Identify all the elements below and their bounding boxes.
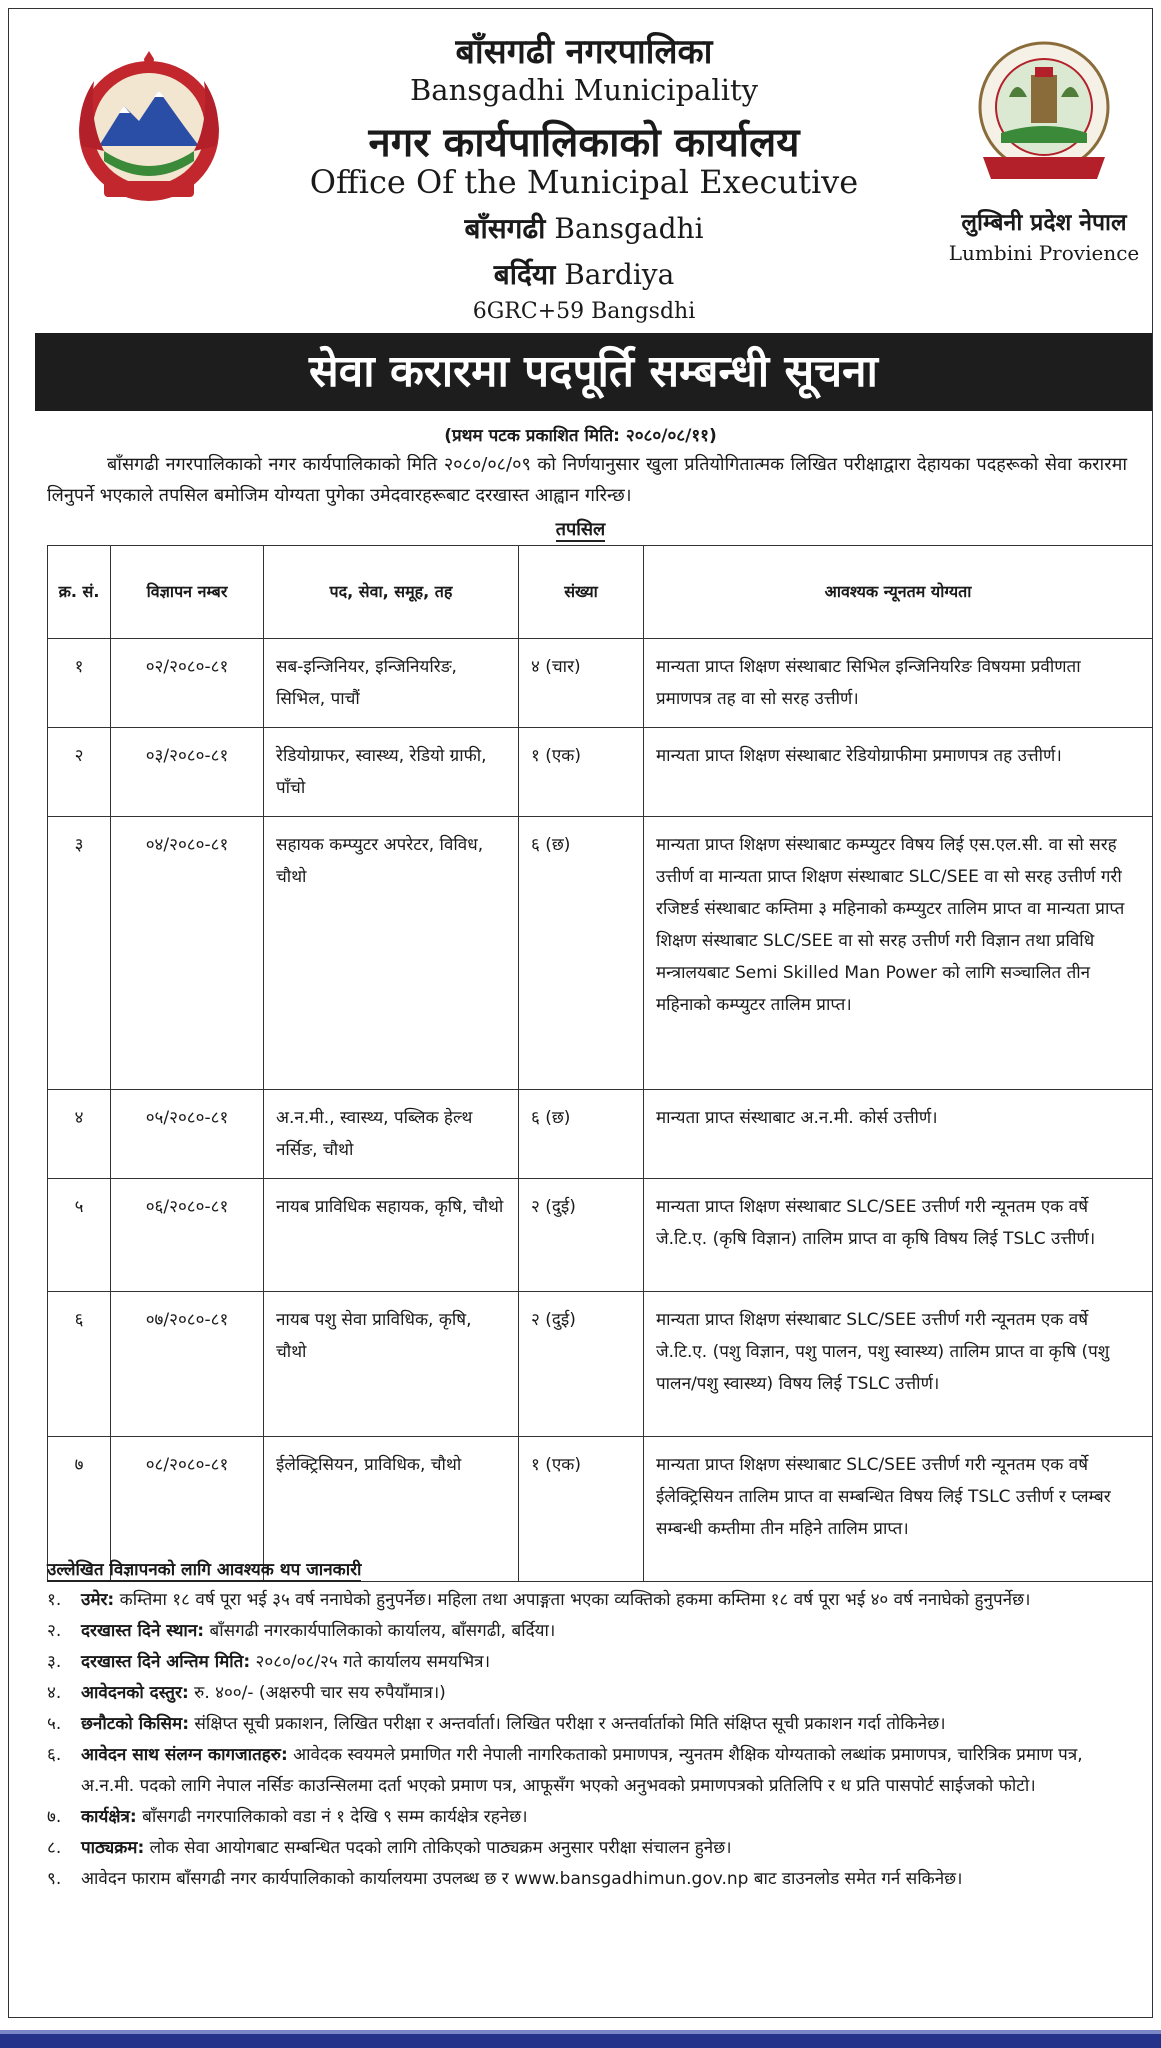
header-sn: क्र. सं. — [48, 546, 111, 639]
cell-qualification: मान्यता प्राप्त शिक्षण संस्थाबाट SLC/SEE उत्तीर्ण गरी न्यूनतम एक वर्षे ईलेक्ट्रिसियन तालिम प्राप्त वा सम्बन्धित विषय लिई TSLC उत्तीर्ण र प्लम्बर सम्बन्धी कम्तीमा तीन महिने तालिम प्राप्त। — [644, 1437, 1153, 1582]
list-item — [47, 1709, 1137, 1740]
note-number: ४. — [47, 1683, 62, 1703]
cell-qualification: मान्यता प्राप्त शिक्षण संस्थाबाट सिभिल इन्जिनियरिङ विषयमा प्रवीणता प्रमाणपत्र तह वा सो सरह उत्तीर्ण। — [644, 639, 1153, 728]
place-line — [239, 209, 929, 247]
note-number: ३. — [47, 1652, 62, 1672]
note-text: आवेदन फाराम बाँसगढी नगर कार्यपालिकाको कार्यालयमा उपलब्ध छ र www.bansgadhimun.gov.np बाट डाउनलोड समेत गर्न सकिनेछ। — [81, 1869, 963, 1889]
note-text: लोक सेवा आयोगबाट सम्बन्धित पदको लागि तोकिएको पाठ्यक्रम अनुसार परीक्षा संचालन हुनेछ। — [144, 1838, 732, 1858]
cell-sn: ७ — [48, 1437, 111, 1582]
province-en: Lumbini Provience — [948, 241, 1140, 265]
list-item — [47, 1802, 1137, 1833]
note-label: उमेर: — [81, 1590, 115, 1610]
district-en: Bardiya — [564, 258, 675, 291]
cell-post: सब-इन्जिनियर, इन्जिनियरिङ, सिभिल, पाचौं — [264, 639, 519, 728]
note-number: ५. — [47, 1714, 62, 1734]
table-row — [48, 1292, 1153, 1437]
cell-ad-no: ०३/२०८०-८१ — [111, 728, 264, 817]
note-label: छनौटको किसिम: — [81, 1714, 190, 1734]
footer-bar — [0, 2030, 1161, 2048]
cell-post: अ.न.मी., स्वास्थ्य, पब्लिक हेल्थ नर्सिङ, चौथो — [264, 1090, 519, 1179]
cell-count: ६ (छ) — [519, 1090, 644, 1179]
district-line — [239, 255, 929, 293]
list-item — [47, 1647, 1137, 1678]
cell-post: नायब पशु सेवा प्राविधिक, कृषि, चौथो — [264, 1292, 519, 1437]
province-np: लुम्बिनी प्रदेश नेपाल — [961, 210, 1127, 236]
cell-ad-no: ०५/२०८०-८१ — [111, 1090, 264, 1179]
note-label: दरखास्त दिने स्थान: — [81, 1621, 205, 1641]
cell-sn: २ — [48, 728, 111, 817]
cell-sn: ३ — [48, 817, 111, 1090]
notes-title: उल्लेखित विज्ञापनको लागि आवश्यक थप जानकारी — [47, 1557, 361, 1582]
table-header-row — [48, 546, 1153, 639]
cell-count: ६ (छ) — [519, 817, 644, 1090]
cell-qualification: मान्यता प्राप्त संस्थाबाट अ.न.मी. कोर्स उत्तीर्ण। — [644, 1090, 1153, 1179]
office-name-np: नगर कार्यपालिकाको कार्यालय — [368, 120, 800, 166]
note-text: आवेदक स्वयमले प्रमाणित गरी नेपाली नागरिकताको प्रमाणपत्र, न्युनतम शैक्षिक योग्यताको लब्धांक प्रमाणपत्र, चारित्रिक प्रमाण पत्र, अ.न.मी. पदको लागि नेपाल नर्सिङ काउन्सिलमा दर्ता भएको प्रमाण पत्र, आफूसँग भएको अनुभवको प्रमाणपत्रको प्रतिलिपि र ध प्रति पासपोर्ट साईजको फोटो। — [81, 1745, 1083, 1796]
cell-sn: ५ — [48, 1179, 111, 1292]
cell-post: ईलेक्ट्रिसियन, प्राविधिक, चौथो — [264, 1437, 519, 1582]
cell-count: ४ (चार) — [519, 639, 644, 728]
cell-ad-no: ०४/२०८०-८१ — [111, 817, 264, 1090]
table-row — [48, 817, 1153, 1090]
note-number: ९. — [47, 1869, 62, 1889]
header-count: संख्या — [519, 546, 644, 639]
note-label: आवेदन साथ संलग्न कागजातहरु: — [81, 1745, 288, 1765]
note-text: २०८०/०८/२५ गते कार्यालय समयभित्र। — [250, 1652, 491, 1672]
notice-page — [8, 8, 1153, 2018]
header-post: पद, सेवा, समूह, तह — [264, 546, 519, 639]
cell-post: नायब प्राविधिक सहायक, कृषि, चौथो — [264, 1179, 519, 1292]
cell-ad-no: ०७/२०८०-८१ — [111, 1292, 264, 1437]
municipality-name-en: Bansgadhi Municipality — [409, 73, 759, 107]
note-label: दरखास्त दिने अन्तिम मिति: — [81, 1652, 251, 1672]
table-row — [48, 1179, 1153, 1292]
list-item — [47, 1678, 1137, 1709]
notes-list — [47, 1585, 1137, 1895]
cell-ad-no: ०२/२०८०-८१ — [111, 639, 264, 728]
header — [9, 9, 1152, 324]
note-label: कार्यक्षेत्र: — [81, 1807, 137, 1827]
table-row — [48, 728, 1153, 817]
cell-ad-no: ०६/२०८०-८१ — [111, 1179, 264, 1292]
cell-count: १ (एक) — [519, 1437, 644, 1582]
cell-sn: ६ — [48, 1292, 111, 1437]
note-number: ७. — [47, 1807, 62, 1827]
municipality-name-np: बाँसगढी नगरपालिका — [455, 32, 713, 72]
municipality-seal-icon — [969, 37, 1119, 197]
place-en: Bansgadhi — [554, 212, 704, 245]
cell-qualification: मान्यता प्राप्त शिक्षण संस्थाबाट रेडियोग्राफीमा प्रमाणपत्र तह उत्तीर्ण। — [644, 728, 1153, 817]
cell-qualification: मान्यता प्राप्त शिक्षण संस्थाबाट कम्प्युटर विषय लिई एस.एल.सी. वा सो सरह उत्तीर्ण वा मान्यता प्राप्त शिक्षण संस्थाबाट SLC/SEE वा सो सरह उत्तीर्ण गरी रजिष्टर्ड संस्थाबाट कम्तिमा ३ महिनाको कम्प्युटर तालिम प्राप्त वा मान्यता प्राप्त शिक्षण संस्थाबाट SLC/SEE वा सो सरह उत्तीर्ण गरी विज्ञान तथा प्रविधि मन्त्रालयबाट Semi Skilled Man Power को लागि सञ्चालित तीन महिनाको कम्प्युटर तालिम प्राप्त। — [644, 817, 1153, 1090]
note-label: आवेदनको दस्तुर: — [81, 1683, 189, 1703]
tapasil-label: तपसिल — [555, 519, 606, 540]
note-text: बाँसगढी नगरकार्यपालिकाको कार्यालय, बाँसगढी, बर्दिया। — [204, 1621, 556, 1641]
intro-paragraph: बाँसगढी नगरपालिकाको नगर कार्यपालिकाको मिति २०८०/०८/०९ को निर्णयानुसार खुला प्रतियोगितात्मक लिखित परीक्षाद्वारा देहायका पदहरूको सेवा करारमा लिनुपर्ने भएकाले तपसिल बमोजिम योग्यता पुगेका उमेदवारहरूबाट दरखास्त आह्वान गरिन्छ। — [47, 454, 1127, 506]
note-label: पाठ्यक्रम: — [81, 1838, 145, 1858]
plus-code: 6GRC+59 Bangsdhi — [472, 299, 696, 324]
note-text: कम्तिमा १८ वर्ष पूरा भई ३५ वर्ष ननाघेको हुनुपर्नेछ। महिला तथा अपाङ्गता भएका व्यक्तिको हकमा कम्तिमा १८ वर्ष पूरा भई ४० वर्ष ननाघेको हुनुपर्नेछ। — [114, 1590, 1031, 1610]
note-number: ८. — [47, 1838, 62, 1858]
posts-table — [47, 545, 1153, 1582]
nepal-emblem-icon — [64, 51, 234, 211]
office-name-en: Office Of the Municipal Executive — [309, 163, 859, 201]
list-item — [47, 1833, 1137, 1864]
cell-count: २ (दुई) — [519, 1292, 644, 1437]
cell-sn: १ — [48, 639, 111, 728]
cell-ad-no: ०८/२०८०-८१ — [111, 1437, 264, 1582]
note-number: १. — [47, 1590, 62, 1610]
header-qualification: आवश्यक न्यूनतम योग्यता — [644, 546, 1153, 639]
note-text: बाँसगढी नगरपालिकाको वडा नं १ देखि ९ सम्म कार्यक्षेत्र रहनेछ। — [136, 1807, 528, 1827]
cell-post: सहायक कम्प्युटर अपरेटर, विविध, चौथो — [264, 817, 519, 1090]
notice-title-banner: सेवा करारमा पदपूर्ति सम्बन्धी सूचना — [35, 333, 1152, 411]
cell-sn: ४ — [48, 1090, 111, 1179]
list-item — [47, 1585, 1137, 1616]
list-item — [47, 1740, 1137, 1802]
table-row — [48, 1090, 1153, 1179]
note-number: ६. — [47, 1745, 62, 1765]
note-text: संक्षिप्त सूची प्रकाशन, लिखित परीक्षा र अन्तर्वार्ता। लिखित परीक्षा र अन्तर्वार्ताको मिति संक्षिप्त सूची प्रकाशन गर्दा तोकिनेछ। — [189, 1714, 946, 1734]
header-ad-no: विज्ञापन नम्बर — [111, 546, 264, 639]
cell-qualification: मान्यता प्राप्त शिक्षण संस्थाबाट SLC/SEE उत्तीर्ण गरी न्यूनतम एक वर्षे जे.टि.ए. (कृषि विज्ञान) तालिम प्राप्त वा कृषि विषय लिई TSLC उत्तीर्ण। — [644, 1179, 1153, 1292]
note-text: रु. ४००/- (अक्षरुपी चार सय रुपैयाँमात्र।) — [188, 1683, 446, 1703]
note-number: २. — [47, 1621, 62, 1641]
district-np: बर्दिया — [493, 258, 556, 291]
cell-qualification: मान्यता प्राप्त शिक्षण संस्थाबाट SLC/SEE उत्तीर्ण गरी न्यूनतम एक वर्षे जे.टि.ए. (पशु विज्ञान, पशु पालन, पशु स्वास्थ्य) तालिम प्राप्त वा कृषि (पशु पालन/पशु स्वास्थ्य) विषय लिई TSLC उत्तीर्ण। — [644, 1292, 1153, 1437]
table-row — [48, 639, 1153, 728]
tapasil-heading — [9, 517, 1152, 541]
published-date: (प्रथम पटक प्रकाशित मिति: २०८०/०८/११) — [444, 426, 717, 446]
list-item — [47, 1616, 1137, 1647]
cell-count: २ (दुई) — [519, 1179, 644, 1292]
cell-count: १ (एक) — [519, 728, 644, 817]
place-np: बाँसगढी — [464, 212, 546, 245]
cell-post: रेडियोग्राफर, स्वास्थ्य, रेडियो ग्राफी, पाँचो — [264, 728, 519, 817]
list-item — [47, 1864, 1137, 1895]
footer-stripe — [0, 2030, 1161, 2034]
